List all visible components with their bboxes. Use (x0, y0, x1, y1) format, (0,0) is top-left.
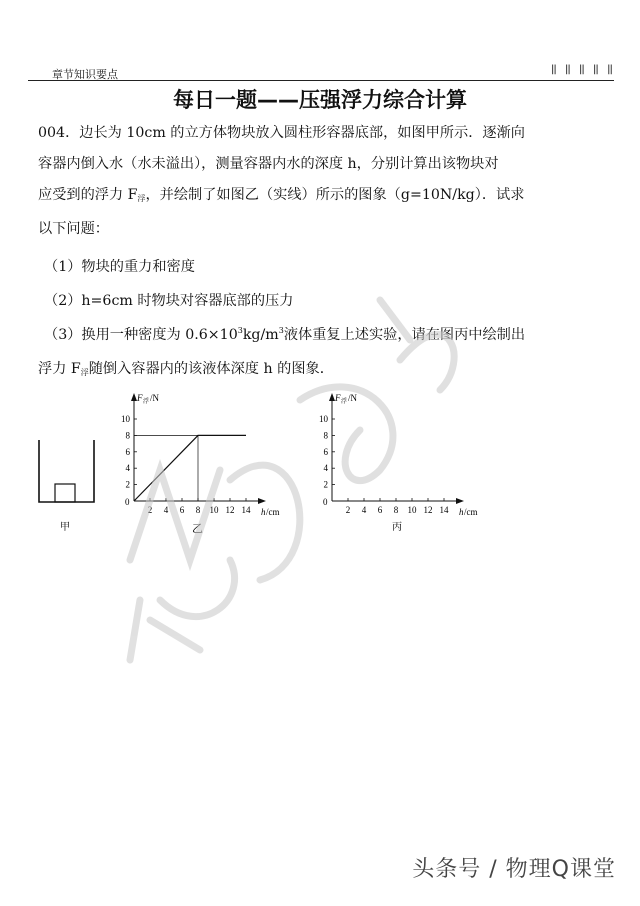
x-axis-arrow (456, 498, 464, 504)
question-3-line-2-end: 随倒入容器内的该液体深度 h 的图象． (88, 361, 334, 377)
y-axis-unit: /N (150, 393, 159, 403)
y-tick-label: 10 (121, 414, 130, 424)
buoyancy-subscript-2: 浮 (80, 368, 89, 377)
x-tick-label: 12 (423, 505, 433, 515)
y-tick-label: 2 (323, 479, 328, 490)
question-2: （2）h=6cm 时物块对容器底部的压力 (44, 293, 294, 309)
x-tick-label: 6 (377, 505, 383, 515)
y-tick-label: 6 (125, 446, 130, 457)
watermark-stroke-5 (160, 560, 235, 617)
x-tick-label: 10 (407, 505, 417, 515)
watermark-stroke-2 (230, 465, 300, 580)
x-axis-label: h (459, 507, 464, 517)
x-tick-label: 4 (163, 505, 169, 515)
exponent-2: 3 (278, 326, 284, 335)
y-tick-label: 8 (323, 430, 328, 441)
x-tick-label: 2 (147, 505, 153, 515)
x-tick-label: 8 (393, 505, 399, 515)
y-tick-label: 6 (323, 446, 328, 457)
question-3-part-a: （3）换用一种密度为 0.6×10 (44, 327, 238, 343)
problem-line-3-start: 应受到的浮力 F (38, 187, 138, 203)
y-axis-label: F (137, 393, 143, 403)
x-tick-label: 12 (225, 505, 235, 515)
header-section-label: 章节知识要点 (52, 68, 118, 81)
y-tick-label: 8 (125, 430, 130, 441)
container-outline (39, 440, 94, 502)
cube-block (55, 484, 75, 502)
y-axis-subscript: 浮 (143, 399, 150, 405)
problem-line-1: 004．边长为 10cm 的立方体物块放入圆柱形容器底部，如图甲所示．逐渐向 (38, 125, 525, 141)
y-tick-label: 10 (319, 414, 328, 424)
question-3-part-c: 液体重复上述实验，请在图丙中绘制出 (283, 327, 526, 343)
x-tick-label: 14 (241, 505, 251, 515)
figure-jia-label: 甲 (60, 522, 70, 533)
figure-yi-label: 乙 (192, 523, 203, 535)
y-axis-subscript: 浮 (341, 399, 348, 405)
buoyancy-subscript: 浮 (137, 194, 146, 203)
y-tick-label: 4 (323, 463, 328, 474)
question-3-line-2-start: 浮力 F (38, 361, 81, 377)
problem-line-2: 容器内倒入水（水未溢出），测量容器内水的深度 h，分别计算出该物块对 (38, 156, 499, 172)
x-tick-label: 10 (209, 505, 219, 515)
watermark-logo (130, 300, 454, 660)
exponent-1: 3 (237, 326, 243, 335)
x-tick-label: 4 (361, 505, 367, 515)
y-axis-unit: /N (348, 393, 357, 403)
x-axis-unit: /cm (464, 507, 478, 517)
figure-bing-label: 丙 (392, 522, 402, 533)
x-tick-label: 2 (345, 505, 351, 515)
y-tick-label: 4 (125, 463, 130, 474)
watermark-text: 物 理 Q 课 堂 (260, 560, 266, 561)
x-tick-label: 14 (439, 505, 449, 515)
header-page-marks: ‖ ‖ ‖ ‖ ‖ (550, 64, 614, 75)
origin-label: 0 (125, 497, 130, 507)
x-tick-label: 6 (179, 505, 185, 515)
y-tick-label: 2 (125, 479, 130, 490)
y-axis-label: F (335, 393, 341, 403)
watermark-stroke-4 (380, 300, 454, 390)
x-axis-label: h (261, 507, 266, 517)
x-axis-arrow (258, 498, 266, 504)
watermark-stroke-1 (130, 470, 220, 560)
figure-jia-container (39, 440, 94, 502)
x-tick-label: 8 (195, 505, 201, 515)
page-title: 每日一题——压强浮力综合计算 (173, 88, 467, 112)
question-1: （1）物块的重力和密度 (44, 259, 195, 275)
graph-yi (121, 393, 280, 517)
x-axis-unit: /cm (266, 507, 280, 517)
problem-line-3-end: ，并绘制了如图乙（实线）所示的图象（g=10N/kg）．试求 (145, 187, 525, 203)
problem-line-4: 以下问题： (38, 221, 109, 237)
origin-label: 0 (323, 497, 328, 507)
question-3-part-b: kg/m (242, 327, 279, 343)
footer-credit: 头条号 / 物理Q课堂 (412, 857, 616, 882)
